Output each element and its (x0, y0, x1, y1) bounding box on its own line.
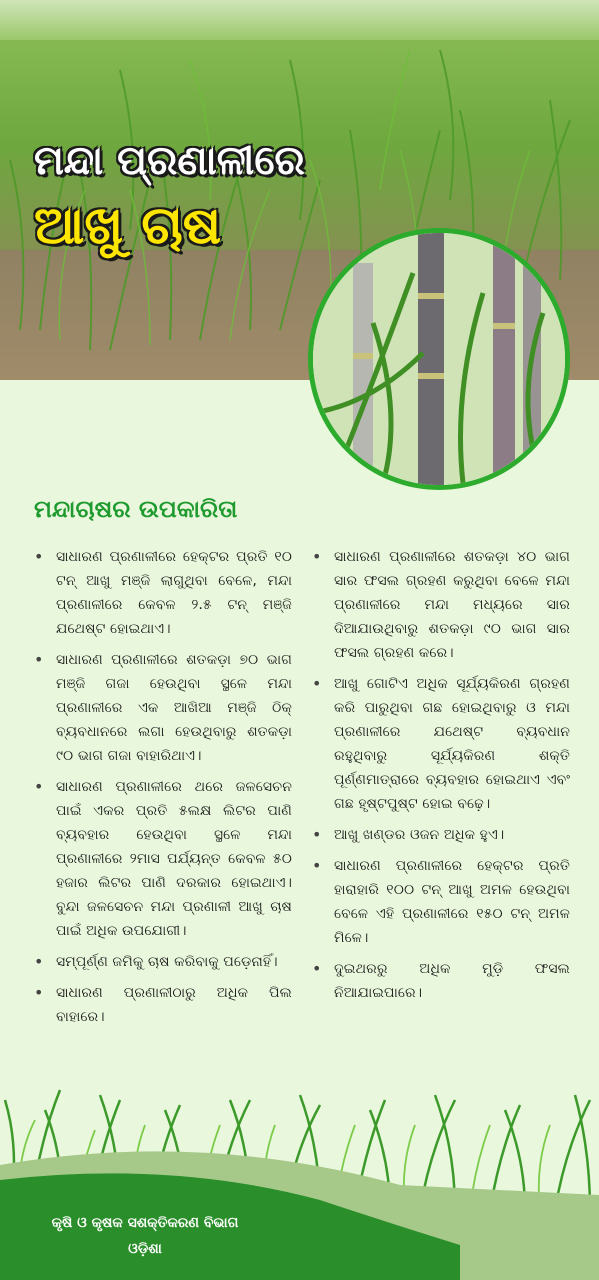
list-item-text: ସାଧାରଣ ପ୍ରଣାଳୀରେ ଶତକଡ଼ା ୭୦ ଭାଗ ମଞ୍ଜି ଗଜା ହେଉଥିବା ସ୍ଥଳେ ମନ୍ଦା ପ୍ରଣାଳୀରେ ଏକ ଆଖିଆ ମଞ୍ଜି ଠିକ୍ ବ୍ୟବଧାନରେ ଲଗା ହେଉଥିବାରୁ ଶତକଡ଼ା ୯୦ ଭାଗ ଗଜା ବାହାରିଥାଏ। (56, 652, 292, 764)
list-item (34, 950, 292, 974)
bullet-icon: • (34, 983, 44, 1002)
title-line-2: ଆଖୁ ଚାଷ (34, 196, 222, 256)
sugarcane-stalks-graphic (313, 233, 565, 485)
list-item-text: ଆଖୁ ଖଣ୍ଡର ଓଜନ ଅଧିକ ହୁଏ। (334, 827, 505, 843)
title-line-1: ମନ୍ଦା ପ୍ରଣାଳୀରେ (34, 138, 305, 184)
footer-credit (0, 1210, 290, 1262)
list-item (312, 854, 570, 950)
list-item (34, 545, 292, 641)
bullet-icon: • (312, 547, 322, 566)
department-name: କୃଷି ଓ କୃଷକ ସଶକ୍ତିକରଣ ବିଭାଗ (51, 1215, 239, 1231)
section-title: ମନ୍ଦାଚାଷର ଉପକାରିତା (34, 495, 238, 523)
list-item-text: ସାଧାରଣ ପ୍ରଣାଳୀରେ ହେକ୍ଟର ପ୍ରତି ୧୦ ଟନ୍ ଆଖୁ ମଞ୍ଜି ଲାଗୁଥିବା ବେଳେ, ମନ୍ଦା ପ୍ରଣାଳୀରେ କେବଳ ୨.୫ ଟନ୍ ମଞ୍ଜି ଯଥେଷ୍ଟ ହୋଇଥାଏ। (56, 549, 292, 637)
list-item-text: ଦୁଇଥରରୁ ଅଧିକ ମୁଡ଼ି ଫସଲ ନିଆଯାଇପାରେ। (334, 961, 570, 1001)
list-item (312, 957, 570, 1005)
bullet-icon: • (312, 674, 322, 693)
bullet-icon: • (312, 959, 322, 978)
bullet-icon: • (34, 547, 44, 566)
benefits-list-left (34, 545, 292, 1036)
state-name: ଓଡ଼ିଶା (128, 1241, 162, 1257)
bullet-icon: • (312, 856, 322, 875)
list-item-text: ସାଧାରଣ ପ୍ରଣାଳୀରେ ଥରେ ଜଳସେଚନ ପାଇଁ ଏକର ପ୍ରତି ୫ଲକ୍ଷ ଲିଟର ପାଣି ବ୍ୟବହାର ହେଉଥିବା ସ୍ଥଳେ ମନ୍ଦା ପ୍ରଣାଳୀରେ ୨ମାସ ପର୍ଯ୍ୟନ୍ତ କେବଳ ୫୦ ହଜାର ଲିଟର ପାଣି ଦରକାର ହୋଇଥାଏ। ବୁନ୍ଦା ଜଳସେଚନ ମନ୍ଦା ପ୍ରଣାଳୀ ଆଖୁ ଚାଷ ପାଇଁ ଅଧିକ ଉପଯୋଗୀ। (56, 779, 292, 939)
list-item-text: ଆଖୁ ଗୋଟିଏ ଅଧିକ ସୂର୍ଯ୍ୟକିରଣ ଗ୍ରହଣ କରି ପାରୁଥିବା ଗଛ ହୋଇଥିବାରୁ ଓ ମନ୍ଦା ପ୍ରଣାଳୀରେ ଯଥେଷ୍ଟ ବ୍ୟବଧାନ ରହୁଥିବାରୁ ସୂର୍ଯ୍ୟକିରଣ ଶକ୍ତି ପୂର୍ଣ୍ଣମାତ୍ରାରେ ବ୍ୟବହାର ହୋଇଥାଏ ଏବଂ ଗଛ ହୃଷ୍ଟପୁଷ୍ଟ ହୋଇ ବଢ଼େ। (334, 676, 570, 812)
bullet-icon: • (34, 952, 44, 971)
bullet-icon: • (34, 777, 44, 796)
bullet-icon: • (34, 650, 44, 669)
list-item-text: ସାଧାରଣ ପ୍ରଣାଳୀଠାରୁ ଅଧିକ ପିଲ ବାହାରେ। (56, 985, 292, 1025)
list-item (312, 823, 570, 847)
benefits-list-right (312, 545, 570, 1012)
list-item (34, 981, 292, 1029)
list-item (34, 648, 292, 768)
list-item-text: ସାଧାରଣ ପ୍ରଣାଳୀରେ ଶତକଡ଼ା ୪୦ ଭାଗ ସାର ଫସଲ ଗ୍ରହଣ କରୁଥିବା ବେଳେ ମନ୍ଦା ପ୍ରଣାଳୀରେ ମନ୍ଦା ମଧ୍ୟରେ ସାର ଦିଆଯାଉଥିବାରୁ ଶତକଡ଼ା ୯୦ ଭାଗ ସାର ଫସଲ ଗ୍ରହଣ କରେ। (334, 549, 570, 661)
list-item (312, 672, 570, 816)
bullet-icon: • (312, 825, 322, 844)
list-item-text: ସାଧାରଣ ପ୍ରଣାଳୀରେ ହେକ୍ଟର ପ୍ରତି ହାରାହାରି ୧୦୦ ଟନ୍ ଆଖୁ ଅମଳ ହେଉଥିବା ବେଳେ ଏହି ପ୍ରଣାଳୀରେ ୧୫୦ ଟନ୍ ଅମଳ ମିଳେ। (334, 858, 570, 946)
sugarcane-stalks-photo (308, 228, 570, 490)
list-item-text: ସମ୍ପୂର୍ଣ୍ଣ ଜମିକୁ ଚାଷ କରିବାକୁ ପଡ଼େନାହିଁ। (56, 954, 278, 970)
list-item (312, 545, 570, 665)
list-item (34, 775, 292, 943)
